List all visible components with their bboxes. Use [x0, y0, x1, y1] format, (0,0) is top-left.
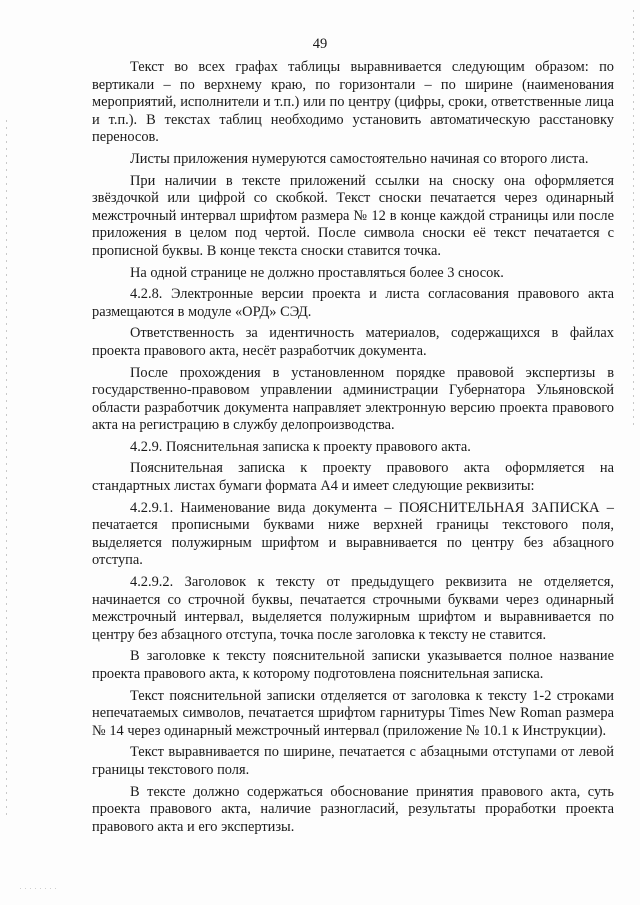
paragraph: Текст во всех графах таблицы выравнивается следующим образом: по вертикали – по верхнему краю, по горизонтали – по ширине (наименования мероприятий, исполнители и т.п.) или по центру (цифры, сроки, ответственные лица и т.п.). В текстах таблиц необходимо установить автоматическую расстановку переносов. — [92, 59, 614, 146]
paragraph: Текст выравнивается по ширине, печатается с абзацными отступами от левой границы текстового поля. — [92, 744, 614, 778]
paragraph: При наличии в тексте приложений ссылки на сноску она оформляется звёздочкой или цифрой со скобкой. Текст сноски печатается через одинарный межстрочный интервал шрифтом размера № 12 в конце каждой страницы или после приложения в целом под чертой. После символа сноски её текст печатается с прописной буквы. В конце текста сноски ставится точка. — [92, 172, 614, 259]
paragraph: Листы приложения нумеруются самостоятельно начиная со второго листа. — [130, 150, 589, 167]
scan-edge-mark — [633, 10, 634, 430]
paragraph: После прохождения в установленном порядке правовой экспертизы в государственно-правовом управлении администрации Губернатора Ульяновской области разработчик документа направляет электронную версию проекта правового акта на регистрацию в службу делопроизводства. — [92, 364, 614, 434]
section-paragraph: 4.2.8. Электронные версии проекта и листа согласования правового акта размещаются в модуле «ОРД» СЭД. — [92, 286, 614, 320]
paragraph: В заголовке к тексту пояснительной записки указывается полное название проекта правового акта, к которому подготовлена пояснительная записка. — [92, 648, 614, 682]
paragraph: На одной странице не должно проставляться более 3 сносок. — [130, 264, 504, 281]
paragraph: Ответственность за идентичность материалов, содержащихся в файлах проекта правового акта, несёт разработчик документа. — [92, 325, 614, 359]
scan-edge-mark — [6, 120, 7, 820]
paragraph: Текст пояснительной записки отделяется от заголовка к тексту 1-2 строками непечатаемых символов, печатается шрифтом гарнитуры Times New Roman размера № 14 через одинарный межстрочный интервал (приложение № 10.1 к Инструкции). — [92, 687, 614, 739]
paragraph: В тексте должно содержаться обоснование принятия правового акта, суть проекта правового акта, наличие разногласий, результаты проработки проекта правового акта и его экспертизы. — [92, 783, 614, 835]
page-number: 49 — [312, 36, 328, 52]
section-paragraph: 4.2.9.2. Заголовок к тексту от предыдущего реквизита не отделяется, начинается со строчной буквы, печатается строчными буквами через одинарный межстрочный интервал, выделяется полужирным шрифтом и выравнивается по центру без абзацного отступа, точка после заголовка к тексту не ставится. — [92, 574, 614, 643]
scan-edge-mark — [20, 888, 60, 889]
document-body — [92, 59, 614, 840]
section-paragraph: 4.2.9.1. Наименование вида документа – ПОЯСНИТЕЛЬНАЯ ЗАПИСКА – печатается прописными буквами ниже верхней границы текстового поля, выделяется полужирным шрифтом и выравнивается по центру без абзацного отступа. — [92, 499, 614, 569]
paragraph: Пояснительная записка к проекту правового акта оформляется на стандартных листах бумаги формата А4 и имеет следующие реквизиты: — [92, 460, 614, 495]
section-heading: 4.2.9. Пояснительная записка к проекту правового акта. — [130, 438, 471, 455]
